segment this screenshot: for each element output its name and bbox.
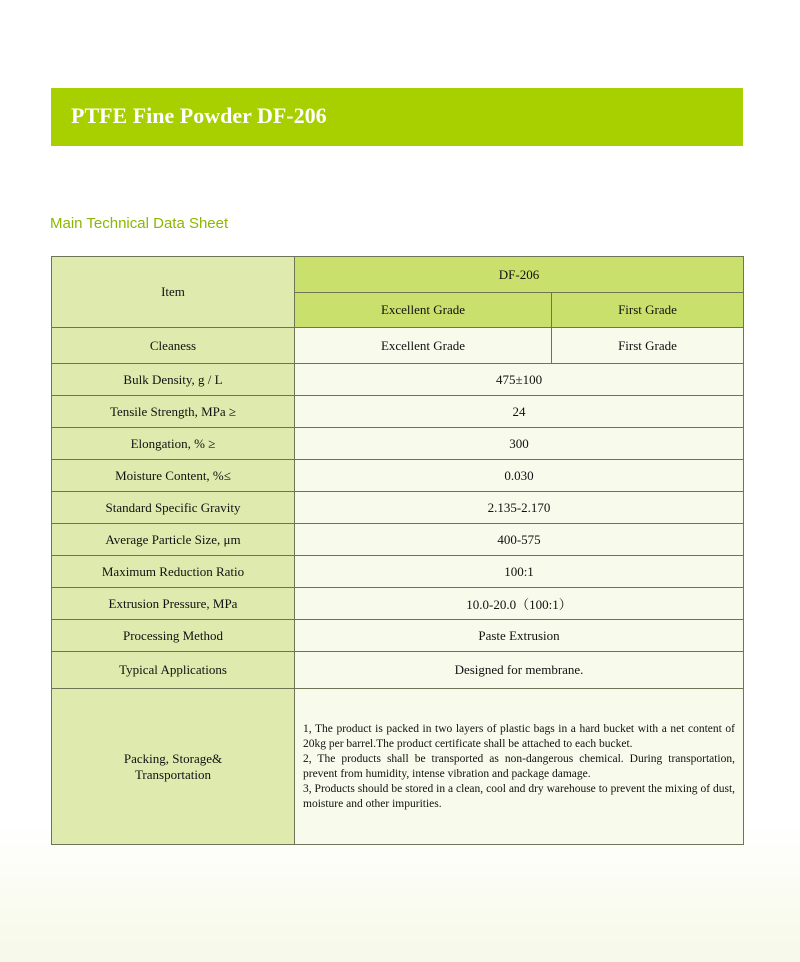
packing-notes — [295, 689, 744, 845]
row-label: Processing Method — [52, 620, 295, 652]
title-banner — [51, 88, 743, 146]
table-row-packing — [52, 689, 744, 845]
row-value: 24 — [295, 396, 744, 428]
packing-note: 3, Products should be stored in a clean, cool and dry warehouse to prevent the mixing of dust, moisture and other impurities. — [303, 782, 736, 810]
table-row — [52, 460, 744, 492]
table-row — [52, 428, 744, 460]
cleaness-first-value: First Grade — [552, 328, 744, 364]
table-row — [52, 364, 744, 396]
row-value: 400-575 — [295, 524, 744, 556]
section-title: Main Technical Data Sheet — [50, 215, 229, 232]
row-value: 2.135-2.170 — [295, 492, 744, 524]
row-label-cleaness: Cleaness — [52, 328, 295, 364]
packing-note: 2, The products shall be transported as non-dangerous chemical. During transportation, prevent from humidity, intense vibration and package damage. — [303, 752, 736, 780]
table-row — [52, 652, 744, 689]
technical-data-table — [51, 256, 744, 845]
row-label: Maximum Reduction Ratio — [52, 556, 295, 588]
row-label-packing — [52, 689, 295, 845]
row-value: 300 — [295, 428, 744, 460]
header-grade-first: First Grade — [552, 293, 744, 328]
table-row-cleaness — [52, 328, 744, 364]
packing-note: 1, The product is packed in two layers of plastic bags in a hard bucket with a net content of 20kg per barrel.The product certificate shall be attached to each bucket. — [303, 722, 736, 750]
table-row — [52, 524, 744, 556]
row-value: 0.030 — [295, 460, 744, 492]
row-label: Tensile Strength, MPa ≥ — [52, 396, 295, 428]
packing-label-line1: Packing, Storage& — [123, 750, 223, 766]
row-value: 475±100 — [295, 364, 744, 396]
header-item: Item — [52, 257, 295, 328]
table-header-row — [52, 257, 744, 293]
row-label: Standard Specific Gravity — [52, 492, 295, 524]
table-row — [52, 492, 744, 524]
table-row — [52, 620, 744, 652]
row-value: 100:1 — [295, 556, 744, 588]
row-label: Average Particle Size, μm — [52, 524, 295, 556]
row-label: Moisture Content, %≤ — [52, 460, 295, 492]
row-value: Designed for membrane. — [295, 652, 744, 689]
cleaness-excellent-value: Excellent Grade — [295, 328, 552, 364]
packing-label-line2: Transportation — [134, 766, 212, 782]
row-label: Elongation, % ≥ — [52, 428, 295, 460]
page-title: PTFE Fine Powder DF-206 — [71, 103, 327, 128]
row-value: 10.0-20.0（100:1） — [295, 588, 744, 620]
row-label: Bulk Density, g / L — [52, 364, 295, 396]
header-grade-excellent: Excellent Grade — [295, 293, 552, 328]
header-product: DF-206 — [295, 257, 744, 293]
table-row — [52, 588, 744, 620]
row-label: Typical Applications — [52, 652, 295, 689]
row-label: Extrusion Pressure, MPa — [52, 588, 295, 620]
table-row — [52, 556, 744, 588]
table-row — [52, 396, 744, 428]
row-value: Paste Extrusion — [295, 620, 744, 652]
